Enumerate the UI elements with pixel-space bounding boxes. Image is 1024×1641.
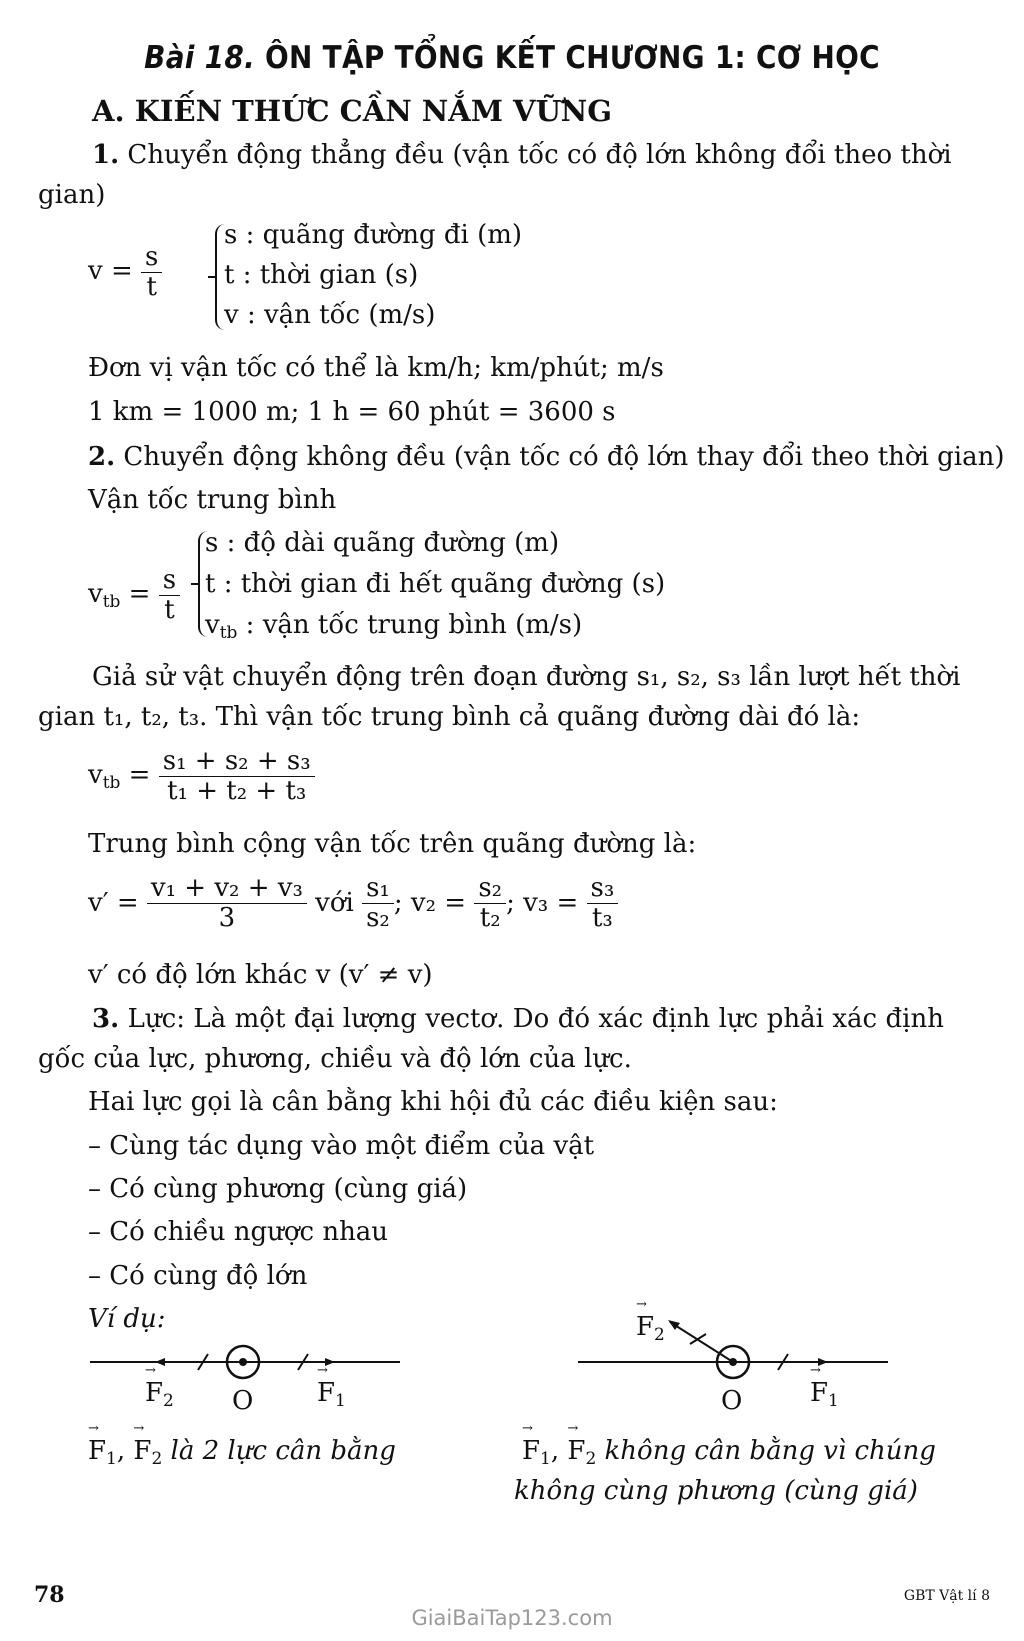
f1-subscript: 1 xyxy=(335,1391,346,1411)
balance-text: Hai lực gọi là cân bằng khi hội đủ các điều kiện sau: xyxy=(88,1087,778,1117)
def-t: t : thời gian (s) xyxy=(224,260,419,290)
frac-num: s xyxy=(141,243,162,273)
cap2-comma: , xyxy=(550,1436,560,1466)
condition-3: – Có chiều ngược nhau xyxy=(88,1217,389,1247)
vtb-frac-num: s xyxy=(159,566,180,596)
v2-den: t₂ xyxy=(479,902,501,933)
p3-line1 xyxy=(92,1004,944,1034)
caption-balanced xyxy=(88,1436,396,1469)
conversion-text: 1 km = 1000 m; 1 h = 60 phút = 3600 s xyxy=(88,397,616,427)
cap2-f1: → F xyxy=(522,1436,540,1466)
cap1-f2: → F xyxy=(133,1436,151,1466)
point-o-2 xyxy=(729,1358,737,1366)
cap1-f1: → F xyxy=(88,1436,106,1466)
sum-frac xyxy=(159,747,315,805)
diagram-balanced xyxy=(80,1340,420,1390)
condition-4: – Có cùng độ lớn xyxy=(88,1261,308,1291)
units-text: Đơn vị vận tốc có thể là km/h; km/phút; m/s xyxy=(88,353,664,383)
v2-num: s₂ xyxy=(474,874,506,904)
f1-label-2 xyxy=(810,1378,839,1411)
caption-unbalanced-1 xyxy=(522,1436,936,1469)
p2-heading-text: Chuyển động không đều (vận tốc có độ lớn thay đổi theo thời gian) xyxy=(115,442,1005,472)
p1-line1 xyxy=(92,140,952,170)
cap1-f1-sub: 1 xyxy=(106,1449,117,1469)
vprime-den: 3 xyxy=(218,902,236,933)
page-title xyxy=(0,40,1024,76)
section-heading: A. KIẾN THỨC CẦN NẮM VỮNG xyxy=(92,94,613,128)
s-over-t xyxy=(141,243,162,301)
vtb-frac xyxy=(159,566,180,624)
p3-heading-text: Lực: Là một đại lượng vectơ. Do đó xác định lực phải xác định xyxy=(119,1004,944,1034)
f2-symbol: → F xyxy=(145,1378,163,1408)
vprime-lhs: v′ = xyxy=(88,888,139,919)
f2-symbol-2: → F xyxy=(636,1312,654,1342)
def-s: s : quãng đường đi (m) xyxy=(224,220,523,250)
p1-line2: gian) xyxy=(38,180,106,210)
page-number: 78 xyxy=(34,1582,65,1608)
p3-number: 3. xyxy=(92,1004,120,1034)
watermark: GiaiBaiTap123.com xyxy=(411,1606,613,1630)
f2-subscript: 2 xyxy=(163,1391,174,1411)
def2-s: s : độ dài quãng đường (m) xyxy=(205,528,560,558)
f2-label-2 xyxy=(636,1312,665,1345)
p2-number: 2. xyxy=(88,442,116,472)
v3-num: s₃ xyxy=(587,874,619,904)
mean-text: Trung bình cộng vận tốc trên quãng đường là: xyxy=(88,829,697,859)
v1-num: s₁ xyxy=(362,874,394,904)
v3-frac xyxy=(587,874,619,932)
v2-lhs: ; v₂ = xyxy=(393,888,467,919)
p2-line1 xyxy=(88,442,1005,472)
def2-t: t : thời gian đi hết quãng đường (s) xyxy=(205,569,666,599)
p3-line2: gốc của lực, phương, chiều và độ lớn của lực. xyxy=(38,1044,632,1074)
cap1-text: là 2 lực cân bằng xyxy=(170,1436,396,1466)
cap1-f2-sub: 2 xyxy=(151,1449,163,1469)
condition-1: – Cùng tác dụng vào một điểm của vật xyxy=(88,1131,595,1161)
vprime-num: v₁ + v₂ + v₃ xyxy=(147,874,307,904)
assume-line1: Giả sử vật chuyển động trên đoạn đường s₁, s₂, s₃ lần lượt hết thời xyxy=(92,662,961,692)
o-label-1: O xyxy=(232,1386,254,1416)
cap2-f2: → F xyxy=(567,1436,585,1466)
v-formula xyxy=(88,243,162,301)
lesson-number: Bài 18. xyxy=(144,40,255,76)
with-word: với xyxy=(315,888,354,919)
avg-speed-label: Vận tốc trung bình xyxy=(88,485,337,515)
f2-slanted-line xyxy=(670,1322,733,1362)
caption-unbalanced-2: không cùng phương (cùng giá) xyxy=(514,1476,918,1506)
condition-2: – Có cùng phương (cùng giá) xyxy=(88,1174,468,1204)
brace-2-tip xyxy=(191,583,199,585)
vtb-formula: $v_{tb}$ = $\frac{s}{t}$ xyxy=(88,566,180,624)
v3-lhs: ; v₃ = xyxy=(506,888,579,919)
lesson-title: ÔN TẬP TỔNG KẾT CHƯƠNG 1: CƠ HỌC xyxy=(264,40,880,76)
vprime-formula xyxy=(88,874,618,932)
v1-frac xyxy=(362,874,394,932)
frac-den: t xyxy=(146,271,157,302)
cap2-text-a: không cân bằng vì chúng xyxy=(604,1436,936,1466)
book-footer: GBT Vật lí 8 xyxy=(903,1588,990,1604)
f1-symbol: → F xyxy=(317,1378,335,1408)
p1-heading-text: Chuyển động thẳng đều (vận tốc có độ lớn không đổi theo thời xyxy=(119,140,952,170)
f2-label-1 xyxy=(145,1378,174,1411)
v1-den: s₂ xyxy=(366,902,390,933)
p1-number: 1. xyxy=(92,140,120,170)
f2-subscript-2: 2 xyxy=(654,1325,665,1345)
def2-vtb-text: : vận tốc trung bình (m/s) xyxy=(237,610,583,640)
f1-label-1 xyxy=(317,1378,346,1411)
sum-frac-num: s₁ + s₂ + s₃ xyxy=(159,747,315,777)
def-v: v : vận tốc (m/s) xyxy=(224,300,436,330)
cap1-comma: , xyxy=(116,1436,126,1466)
o-label-2: O xyxy=(721,1386,743,1416)
vprime-diff: v′ có độ lớn khác v (v′ ≠ v) xyxy=(88,960,433,990)
f2-arrowhead-2 xyxy=(668,1320,680,1330)
v-formula-lhs: v = xyxy=(88,256,133,287)
f1-subscript-2: 1 xyxy=(828,1391,839,1411)
def2-vtb: $v_{tb}$ : vận tốc trung bình (m/s) xyxy=(205,610,583,643)
cap2-f2-sub: 2 xyxy=(585,1449,597,1469)
f1-symbol-2: → F xyxy=(810,1378,828,1408)
example-label: Ví dụ: xyxy=(88,1304,166,1334)
cap2-f1-sub: 1 xyxy=(540,1449,551,1469)
sum-frac-den: t₁ + t₂ + t₃ xyxy=(167,775,307,806)
assume-line2: gian t₁, t₂, t₃. Thì vận tốc trung bình cả quãng đường dài đó là: xyxy=(38,702,861,732)
diagram-unbalanced xyxy=(570,1310,900,1390)
point-o xyxy=(239,1358,247,1366)
brace-1-tip xyxy=(208,276,216,278)
f2-arrowhead xyxy=(155,1358,165,1366)
v2-frac xyxy=(474,874,506,932)
vtb-frac-den: t xyxy=(164,594,175,625)
v3-den: t₃ xyxy=(591,902,613,933)
vtb-sum-formula: $v_{tb}$ = $\frac{\text{s₁ + s₂ + s₃}}{\text{t₁ + t₂ + t₃}}$ xyxy=(88,747,315,805)
vprime-frac xyxy=(147,874,307,932)
